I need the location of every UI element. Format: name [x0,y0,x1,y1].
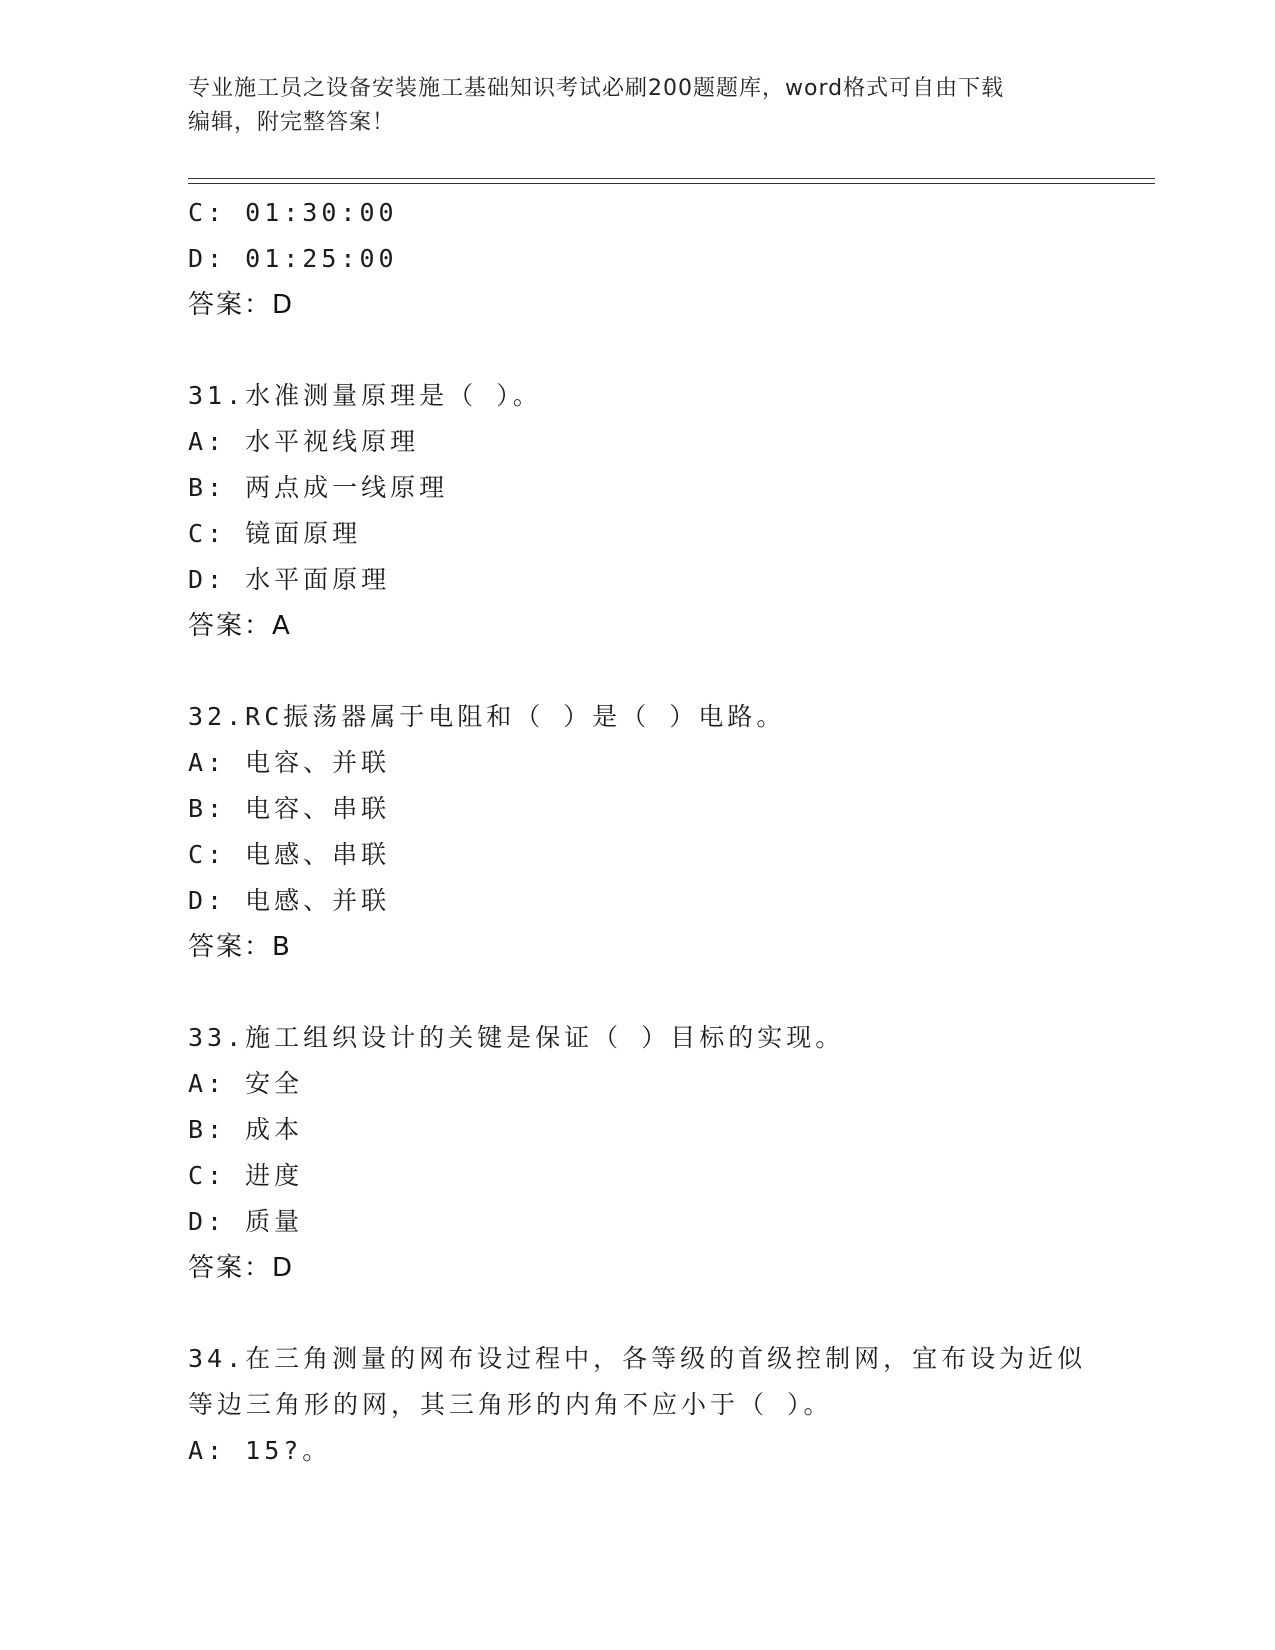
answer-line: 答案：A [188,611,292,641]
option-b: B: 两点成一线原理 [188,473,449,502]
header-divider-bottom [188,183,1155,184]
spacer [188,649,1148,694]
spacer [188,970,1148,1015]
option-a: A: 电容、并联 [188,748,391,777]
header-title-line-2: 编辑，附完整答案！ [188,110,396,135]
question-32 [188,694,1148,970]
spacer [188,328,1148,373]
question-content [188,190,1148,1474]
question-33 [188,1015,1148,1291]
spacer [188,1291,1148,1336]
answer-line: 答案：D [188,1253,295,1283]
header-title-line-1: 专业施工员之设备安装施工基础知识考试必刷200题题库，word格式可自由下载 [188,76,1005,101]
option-d: D: 质量 [188,1207,304,1236]
header-divider-top [188,178,1155,179]
question-31 [188,373,1148,649]
question-34 [188,1336,1148,1474]
option-d: D: 01:25:00 [188,244,398,273]
option-a: A: 安全 [188,1069,304,1098]
question-stem-line-1: 34.在三角测量的网布设过程中，各等级的首级控制网，宜布设为近似 [188,1344,1087,1373]
option-c: C: 镜面原理 [188,519,362,548]
answer-line: 答案：B [188,932,292,962]
option-c: C: 01:30:00 [188,198,398,227]
option-c: C: 进度 [188,1161,304,1190]
question-stem: 32.RC振荡器属于电阻和（ ）是（ ）电路。 [188,702,786,731]
option-b: B: 电容、串联 [188,794,391,823]
answer-line: 答案：D [188,290,295,320]
question-stem: 31.水准测量原理是（ ）。 [188,381,542,410]
option-a: A: 水平视线原理 [188,427,420,456]
option-b: B: 成本 [188,1115,304,1144]
question-stem-line-2: 等边三角形的网，其三角形的内角不应小于（ ）。 [188,1390,833,1419]
option-d: D: 电感、并联 [188,886,391,915]
option-d: D: 水平面原理 [188,565,391,594]
question-30-tail [188,190,1148,328]
option-a: A: 15?。 [188,1436,332,1465]
document-header [188,72,1068,140]
option-c: C: 电感、串联 [188,840,391,869]
question-stem: 33.施工组织设计的关键是保证（ ）目标的实现。 [188,1023,845,1052]
